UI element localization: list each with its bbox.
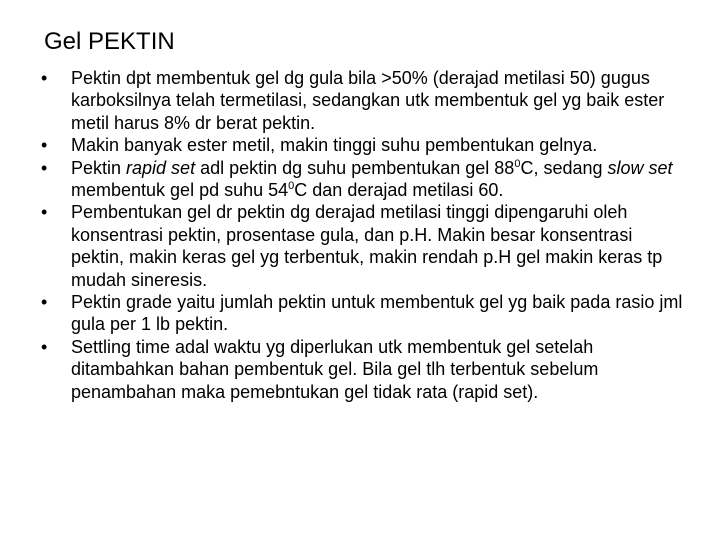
bullet-item (38, 134, 688, 156)
bullet-item (38, 201, 688, 291)
superscript-degree: 0 (288, 180, 295, 193)
bullet-text (71, 292, 682, 334)
bullet-list (38, 67, 688, 403)
bullet-text (71, 135, 597, 155)
bullet-item (38, 67, 688, 134)
bullet-item (38, 157, 688, 202)
italic-term: rapid set (126, 157, 196, 178)
text-segment: Settling time adal waktu yg diperlukan utk membentuk gel setelah ditambahkan bahan pembentuk gel. Bila gel tlh terbentuk sebelum penambahan maka pemebntukan gel tidak rata (rapid set). (71, 336, 599, 402)
bullet-text (71, 158, 673, 200)
text-segment: Makin banyak ester metil, makin tinggi suhu pembentukan gelnya. (71, 135, 598, 156)
italic-term: slow set (607, 157, 673, 178)
bullet-marker: • (41, 68, 48, 88)
bullet-marker: • (41, 336, 48, 357)
slide-title: Gel PEKTIN (44, 28, 175, 55)
text-segment: Pektin dpt membentuk gel dg gula bila >50% (derajad metilasi 50) gugus karboksilnya telah termetilasi, sedangkan utk membentuk gel yg baik ester metil harus 8% dr berat pektin. (71, 68, 665, 133)
text-segment: Pektin (71, 157, 127, 178)
bullet-item (38, 336, 688, 403)
bullet-marker: • (41, 135, 48, 156)
superscript-degree: 0 (514, 157, 521, 170)
bullet-text (71, 68, 664, 133)
bullet-item (38, 291, 688, 336)
bullet-marker: • (41, 157, 48, 178)
text-segment: Pembentukan gel dr pektin dg derajad metilasi tinggi dipengaruhi oleh konsentrasi pektin, prosentase gula, dan p.H. Makin besar konsentrasi pektin, makin keras gel yg terbentuk, makin rendah p.H gel makin keras tp mudah sineresis. (71, 202, 663, 290)
text-segment: C dan derajad metilasi 60. (294, 180, 504, 201)
bullet-marker: • (41, 202, 48, 223)
text-segment: adl pektin dg suhu pembentukan gel 88 (195, 157, 515, 178)
bullet-marker: • (41, 292, 48, 313)
text-segment: membentuk gel pd suhu 54 (71, 180, 289, 201)
text-segment: Pektin grade yaitu jumlah pektin untuk membentuk gel yg baik pada rasio jml gula per 1 lb pektin. (71, 292, 683, 335)
text-segment: C, sedang (520, 157, 608, 178)
bullet-text (71, 202, 662, 289)
bullet-text (71, 337, 598, 402)
